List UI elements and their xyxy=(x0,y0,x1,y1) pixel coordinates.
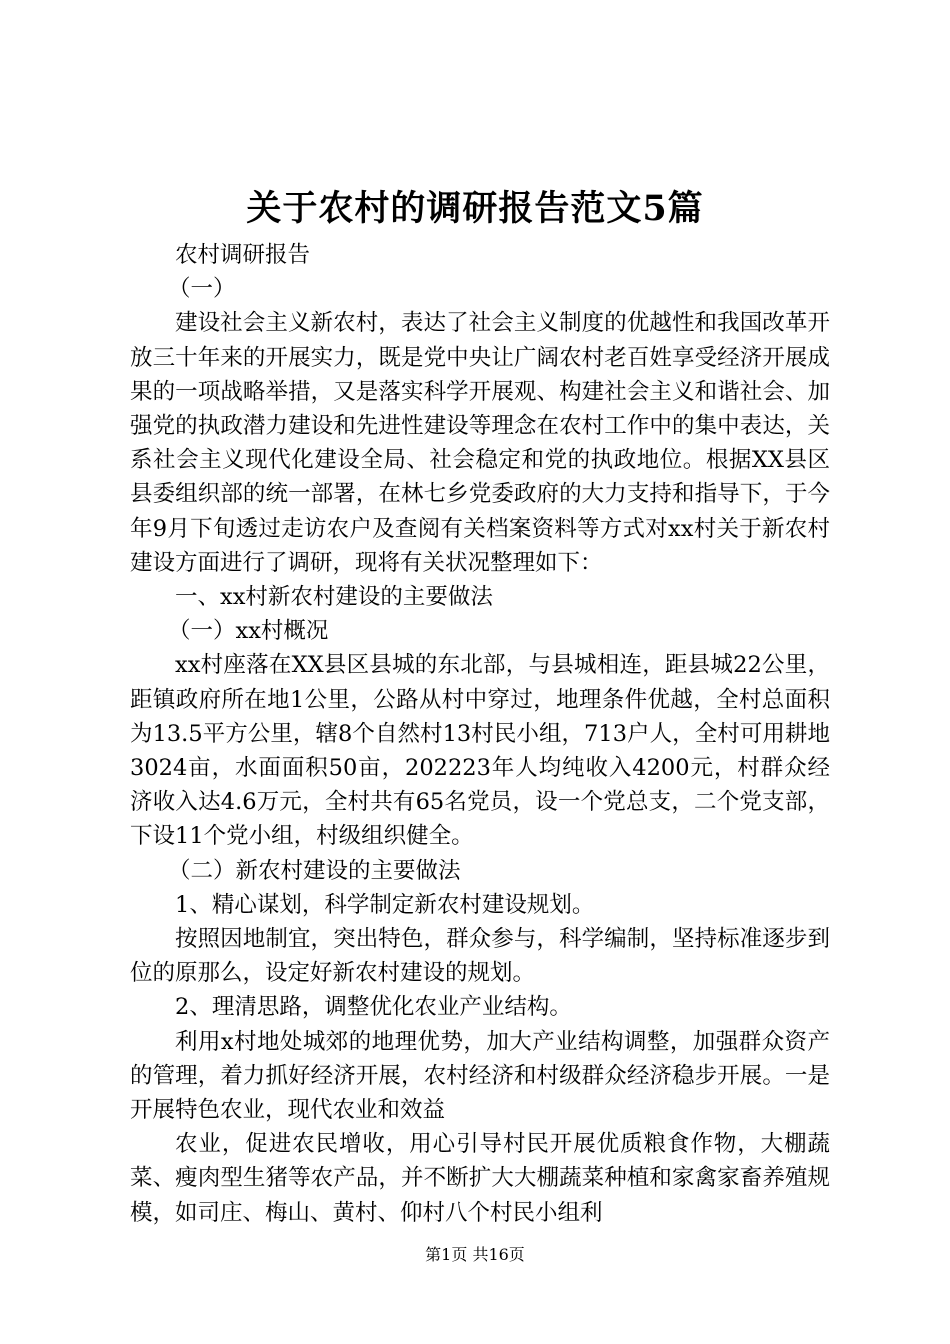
document-body xyxy=(130,238,830,1230)
subsection-heading: （二）新农村建设的主要做法 xyxy=(168,857,461,884)
body-paragraph: 农业，促进农民增收，用心引导村民开展优质粮食作物，大棚蔬菜、瘦肉型生猪等农产品，并不断扩大大棚蔬菜种植和家禽家畜养殖规模，如司庄、梅山、黄村、仰村八个村民小组利 xyxy=(130,1131,830,1226)
report-subtitle: 农村调研报告 xyxy=(175,242,311,268)
page-number-footer: 第1页 共16页 xyxy=(425,1245,525,1264)
subsection-heading: （一）xx村概况 xyxy=(168,618,329,645)
overview-paragraph: xx村座落在XX县区县城的东北部，与县城相连，距县城22公里，距镇政府所在地1公里，公路从村中穿过，地理条件优越，全村总面积为13.5平方公里，辖8个自然村13村民小组，713户人，全村可用耕地3024亩，水面面积50亩，202223年人均纯收入4200元，村群众经济收入达4.6万元，全村共有65名党员，设一个党总支，二个党支部，下设11个党小组，村级组织健全。 xyxy=(130,652,830,850)
intro-paragraph: 建设社会主义新农村，表达了社会主义制度的优越性和我国改革开放三十年来的开展实力，既是党中央让广阔农村老百姓享受经济开展成果的一项战略举措，又是落实科学开展观、构建社会主义和谐社会、加强党的执政潜力建设和先进性建设等理念在农村工作中的集中表达，关系社会主义现代化建设全局、社会稳定和党的执政地位。根据XX县区县委组织部的统一部署，在林七乡党委政府的大力支持和指导下，于今年9月下旬透过走访农户及查阅有关档案资料等方式对xx村关于新农村建设方面进行了调研，现将有关状况整理如下： xyxy=(130,310,830,576)
item-heading: 1、精心谋划，科学制定新农村建设规划。 xyxy=(175,891,595,918)
body-paragraph: 按照因地制宜，突出特色，群众参与，科学编制，坚持标准逐步到位的原那么，设定好新农村建设的规划。 xyxy=(130,926,830,987)
item-heading: 2、理清思路，调整优化农业产业结构。 xyxy=(175,994,572,1021)
document-title: 关于农村的调研报告范文5篇 xyxy=(246,188,704,229)
section-heading: 一、xx村新农村建设的主要做法 xyxy=(175,584,493,611)
body-paragraph: 利用x村地处城郊的地理优势，加大产业结构调整，加强群众资产的管理，着力抓好经济开展，农村经济和村级群众经济稳步开展。一是开展特色农业，现代农业和效益 xyxy=(130,1028,830,1124)
section-marker: （一） xyxy=(168,276,236,303)
